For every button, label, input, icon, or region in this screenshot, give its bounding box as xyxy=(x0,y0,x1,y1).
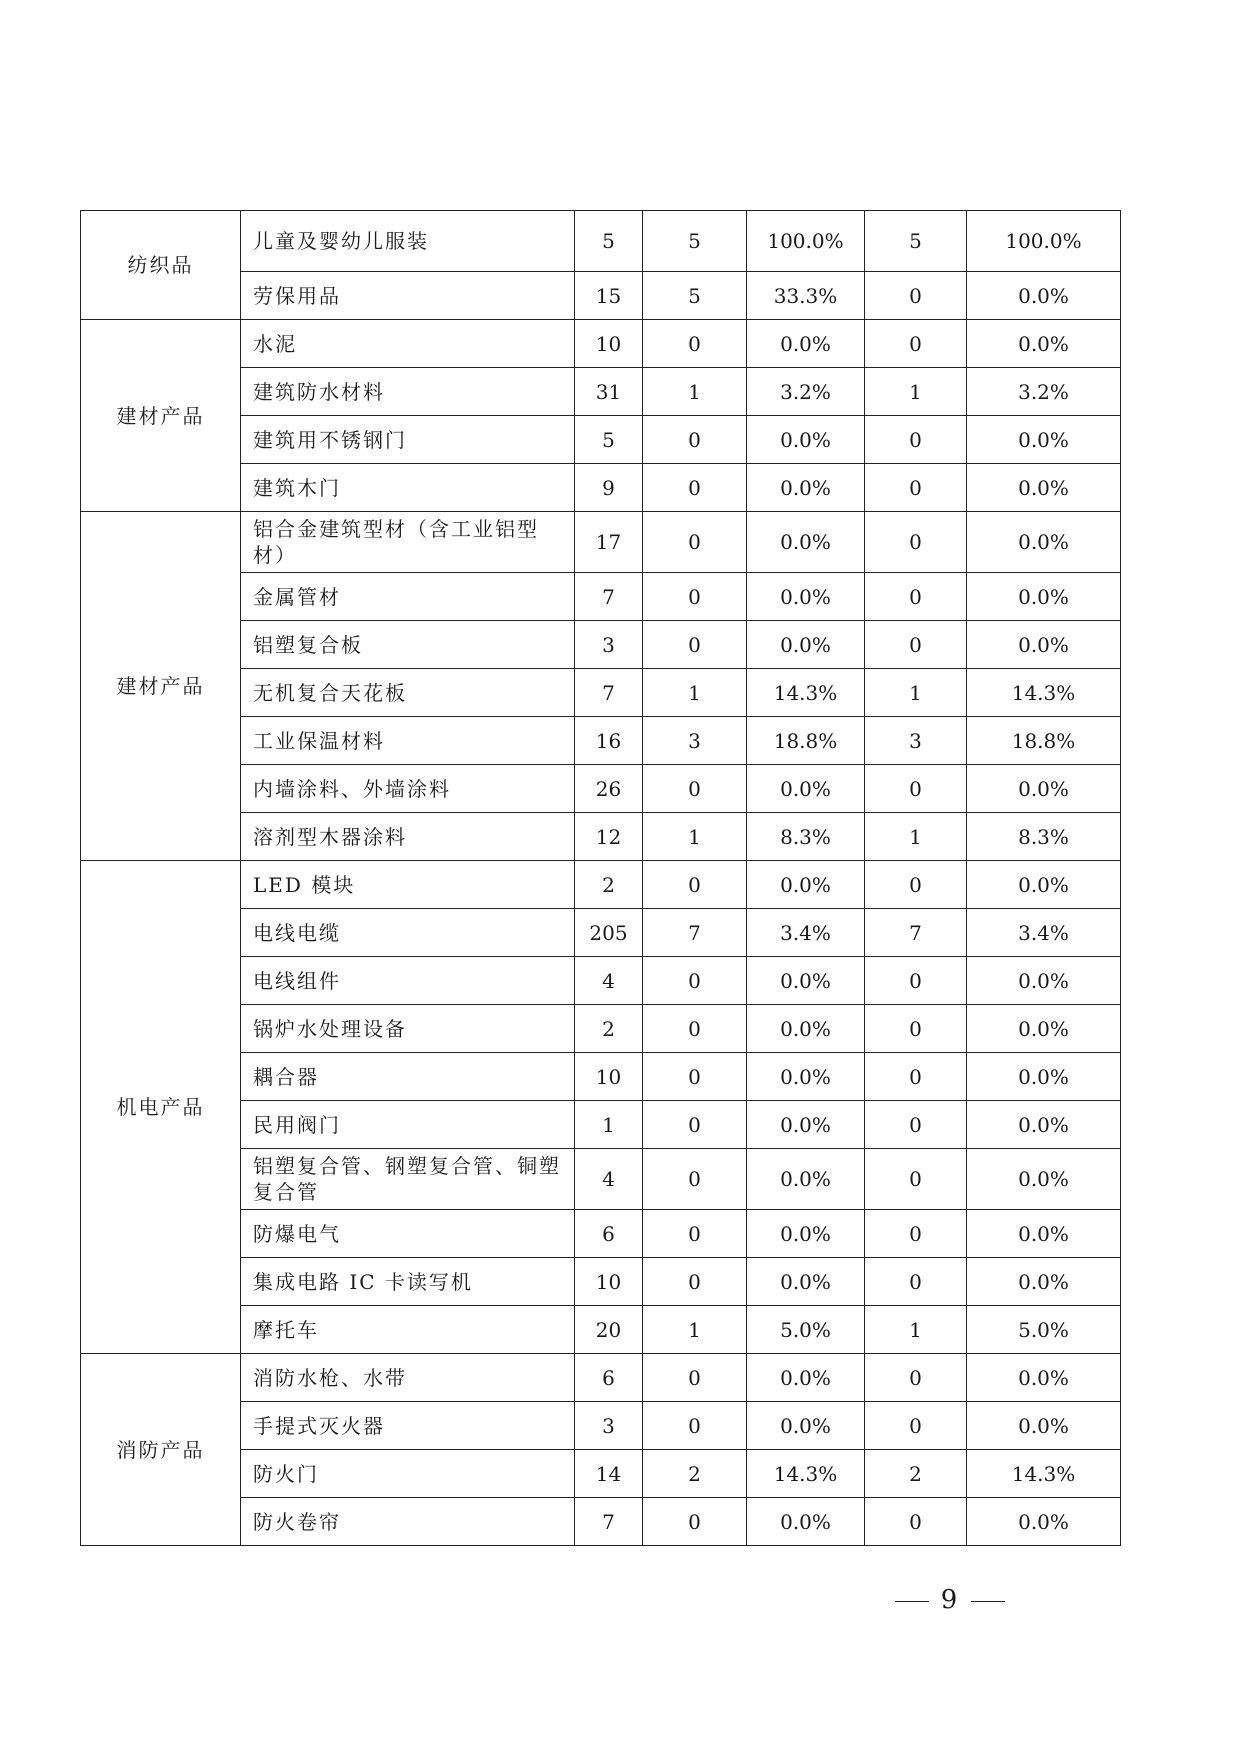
table-row xyxy=(81,512,1121,573)
value-cell-c4: 1 xyxy=(865,669,967,717)
value-cell-c2: 0 xyxy=(643,1005,747,1053)
value-cell-c5: 0.0% xyxy=(967,1210,1121,1258)
value-cell-c5: 0.0% xyxy=(967,1053,1121,1101)
table-row xyxy=(81,861,1121,909)
product-name-cell: 无机复合天花板 xyxy=(241,669,575,717)
value-cell-c1: 10 xyxy=(575,1053,643,1101)
value-cell-c5: 0.0% xyxy=(967,621,1121,669)
value-cell-c4: 0 xyxy=(865,573,967,621)
value-cell-c1: 1 xyxy=(575,1101,643,1149)
value-cell-c2: 5 xyxy=(643,272,747,320)
value-cell-c4: 0 xyxy=(865,1101,967,1149)
category-cell: 纺织品 xyxy=(81,211,241,320)
value-cell-c1: 205 xyxy=(575,909,643,957)
value-cell-c3: 3.2% xyxy=(747,368,865,416)
value-cell-c5: 5.0% xyxy=(967,1306,1121,1354)
value-cell-c4: 0 xyxy=(865,765,967,813)
value-cell-c3: 100.0% xyxy=(747,211,865,272)
value-cell-c4: 0 xyxy=(865,1053,967,1101)
value-cell-c3: 0.0% xyxy=(747,621,865,669)
value-cell-c2: 0 xyxy=(643,1210,747,1258)
value-cell-c1: 4 xyxy=(575,1149,643,1210)
table-row xyxy=(81,320,1121,368)
value-cell-c4: 0 xyxy=(865,1498,967,1546)
value-cell-c1: 9 xyxy=(575,464,643,512)
value-cell-c1: 10 xyxy=(575,1258,643,1306)
value-cell-c5: 0.0% xyxy=(967,1005,1121,1053)
value-cell-c3: 0.0% xyxy=(747,1210,865,1258)
value-cell-c3: 0.0% xyxy=(747,861,865,909)
value-cell-c1: 4 xyxy=(575,957,643,1005)
value-cell-c1: 16 xyxy=(575,717,643,765)
value-cell-c4: 0 xyxy=(865,861,967,909)
value-cell-c5: 14.3% xyxy=(967,1450,1121,1498)
value-cell-c2: 3 xyxy=(643,717,747,765)
value-cell-c1: 7 xyxy=(575,1498,643,1546)
product-name-cell: 建筑木门 xyxy=(241,464,575,512)
product-name-cell: 溶剂型木器涂料 xyxy=(241,813,575,861)
value-cell-c3: 0.0% xyxy=(747,1354,865,1402)
value-cell-c1: 15 xyxy=(575,272,643,320)
value-cell-c3: 14.3% xyxy=(747,1450,865,1498)
product-name-cell: 手提式灭火器 xyxy=(241,1402,575,1450)
product-name-cell: 耦合器 xyxy=(241,1053,575,1101)
value-cell-c5: 0.0% xyxy=(967,1149,1121,1210)
value-cell-c2: 0 xyxy=(643,1402,747,1450)
value-cell-c2: 1 xyxy=(643,813,747,861)
value-cell-c2: 0 xyxy=(643,512,747,573)
value-cell-c5: 0.0% xyxy=(967,416,1121,464)
product-name-cell: 铝塑复合管、钢塑复合管、铜塑复合管 xyxy=(241,1149,575,1210)
product-name-cell: 工业保温材料 xyxy=(241,717,575,765)
value-cell-c2: 2 xyxy=(643,1450,747,1498)
value-cell-c1: 7 xyxy=(575,669,643,717)
value-cell-c3: 18.8% xyxy=(747,717,865,765)
product-name-cell: 金属管材 xyxy=(241,573,575,621)
product-name-cell: 锅炉水处理设备 xyxy=(241,1005,575,1053)
product-name-cell: 防爆电气 xyxy=(241,1210,575,1258)
table-row xyxy=(81,1354,1121,1402)
value-cell-c3: 0.0% xyxy=(747,1149,865,1210)
value-cell-c1: 5 xyxy=(575,211,643,272)
value-cell-c3: 0.0% xyxy=(747,765,865,813)
value-cell-c5: 0.0% xyxy=(967,573,1121,621)
value-cell-c1: 3 xyxy=(575,1402,643,1450)
product-name-cell: 电线组件 xyxy=(241,957,575,1005)
value-cell-c2: 0 xyxy=(643,621,747,669)
value-cell-c1: 26 xyxy=(575,765,643,813)
value-cell-c1: 5 xyxy=(575,416,643,464)
product-name-cell: 内墙涂料、外墙涂料 xyxy=(241,765,575,813)
page-number-value: 9 xyxy=(940,1585,960,1615)
value-cell-c2: 1 xyxy=(643,368,747,416)
value-cell-c5: 0.0% xyxy=(967,1354,1121,1402)
value-cell-c5: 3.4% xyxy=(967,909,1121,957)
value-cell-c4: 0 xyxy=(865,1149,967,1210)
value-cell-c4: 2 xyxy=(865,1450,967,1498)
value-cell-c2: 5 xyxy=(643,211,747,272)
value-cell-c1: 20 xyxy=(575,1306,643,1354)
value-cell-c2: 0 xyxy=(643,464,747,512)
product-name-cell: 摩托车 xyxy=(241,1306,575,1354)
product-name-cell: 劳保用品 xyxy=(241,272,575,320)
value-cell-c5: 18.8% xyxy=(967,717,1121,765)
value-cell-c1: 2 xyxy=(575,1005,643,1053)
product-name-cell: 防火门 xyxy=(241,1450,575,1498)
value-cell-c5: 0.0% xyxy=(967,464,1121,512)
value-cell-c4: 0 xyxy=(865,1258,967,1306)
value-cell-c1: 31 xyxy=(575,368,643,416)
value-cell-c1: 3 xyxy=(575,621,643,669)
value-cell-c5: 14.3% xyxy=(967,669,1121,717)
value-cell-c3: 0.0% xyxy=(747,1498,865,1546)
product-name-cell: 铝塑复合板 xyxy=(241,621,575,669)
value-cell-c4: 1 xyxy=(865,813,967,861)
value-cell-c4: 5 xyxy=(865,211,967,272)
value-cell-c5: 0.0% xyxy=(967,1101,1121,1149)
table-body xyxy=(81,211,1121,1546)
value-cell-c2: 0 xyxy=(643,573,747,621)
value-cell-c3: 0.0% xyxy=(747,512,865,573)
value-cell-c2: 0 xyxy=(643,416,747,464)
value-cell-c2: 0 xyxy=(643,765,747,813)
value-cell-c3: 0.0% xyxy=(747,1005,865,1053)
product-name-cell: 儿童及婴幼儿服装 xyxy=(241,211,575,272)
value-cell-c4: 7 xyxy=(865,909,967,957)
value-cell-c4: 3 xyxy=(865,717,967,765)
product-name-cell: 建筑用不锈钢门 xyxy=(241,416,575,464)
value-cell-c2: 0 xyxy=(643,1354,747,1402)
value-cell-c3: 0.0% xyxy=(747,957,865,1005)
value-cell-c5: 3.2% xyxy=(967,368,1121,416)
product-name-cell: 铝合金建筑型材（含工业铝型材） xyxy=(241,512,575,573)
value-cell-c3: 0.0% xyxy=(747,320,865,368)
value-cell-c2: 1 xyxy=(643,669,747,717)
product-name-cell: 集成电路 IC 卡读写机 xyxy=(241,1258,575,1306)
value-cell-c3: 3.4% xyxy=(747,909,865,957)
value-cell-c4: 0 xyxy=(865,1210,967,1258)
value-cell-c3: 5.0% xyxy=(747,1306,865,1354)
product-name-cell: 消防水枪、水带 xyxy=(241,1354,575,1402)
value-cell-c3: 0.0% xyxy=(747,416,865,464)
value-cell-c4: 0 xyxy=(865,621,967,669)
value-cell-c5: 0.0% xyxy=(967,1498,1121,1546)
value-cell-c3: 0.0% xyxy=(747,1258,865,1306)
value-cell-c2: 0 xyxy=(643,957,747,1005)
value-cell-c4: 1 xyxy=(865,1306,967,1354)
table-row xyxy=(81,211,1121,272)
value-cell-c2: 7 xyxy=(643,909,747,957)
product-name-cell: 水泥 xyxy=(241,320,575,368)
product-name-cell: 电线电缆 xyxy=(241,909,575,957)
value-cell-c3: 8.3% xyxy=(747,813,865,861)
value-cell-c4: 0 xyxy=(865,957,967,1005)
value-cell-c5: 0.0% xyxy=(967,1402,1121,1450)
value-cell-c1: 10 xyxy=(575,320,643,368)
value-cell-c5: 0.0% xyxy=(967,957,1121,1005)
value-cell-c1: 7 xyxy=(575,573,643,621)
value-cell-c2: 0 xyxy=(643,861,747,909)
category-cell: 消防产品 xyxy=(81,1354,241,1546)
value-cell-c3: 0.0% xyxy=(747,1053,865,1101)
value-cell-c3: 33.3% xyxy=(747,272,865,320)
value-cell-c5: 0.0% xyxy=(967,861,1121,909)
value-cell-c4: 0 xyxy=(865,1354,967,1402)
value-cell-c4: 0 xyxy=(865,464,967,512)
product-name-cell: 建筑防水材料 xyxy=(241,368,575,416)
inspection-table xyxy=(80,210,1121,1546)
value-cell-c5: 0.0% xyxy=(967,1258,1121,1306)
page-number xyxy=(880,1585,1020,1615)
value-cell-c2: 0 xyxy=(643,1053,747,1101)
page-number-right-dash xyxy=(971,1601,1005,1602)
value-cell-c5: 0.0% xyxy=(967,272,1121,320)
category-cell: 机电产品 xyxy=(81,861,241,1354)
value-cell-c5: 0.0% xyxy=(967,320,1121,368)
value-cell-c3: 0.0% xyxy=(747,464,865,512)
value-cell-c1: 6 xyxy=(575,1210,643,1258)
value-cell-c1: 6 xyxy=(575,1354,643,1402)
value-cell-c4: 0 xyxy=(865,320,967,368)
product-name-cell: LED 模块 xyxy=(241,861,575,909)
value-cell-c3: 0.0% xyxy=(747,1101,865,1149)
value-cell-c2: 0 xyxy=(643,1498,747,1546)
value-cell-c3: 0.0% xyxy=(747,1402,865,1450)
value-cell-c5: 0.0% xyxy=(967,512,1121,573)
value-cell-c4: 0 xyxy=(865,512,967,573)
value-cell-c1: 12 xyxy=(575,813,643,861)
value-cell-c1: 2 xyxy=(575,861,643,909)
value-cell-c4: 0 xyxy=(865,416,967,464)
value-cell-c4: 1 xyxy=(865,368,967,416)
value-cell-c5: 8.3% xyxy=(967,813,1121,861)
value-cell-c5: 0.0% xyxy=(967,765,1121,813)
value-cell-c1: 14 xyxy=(575,1450,643,1498)
value-cell-c1: 17 xyxy=(575,512,643,573)
category-cell: 建材产品 xyxy=(81,512,241,861)
value-cell-c4: 0 xyxy=(865,1402,967,1450)
value-cell-c3: 14.3% xyxy=(747,669,865,717)
value-cell-c2: 0 xyxy=(643,1149,747,1210)
value-cell-c4: 0 xyxy=(865,1005,967,1053)
value-cell-c2: 0 xyxy=(643,320,747,368)
product-name-cell: 民用阀门 xyxy=(241,1101,575,1149)
value-cell-c2: 1 xyxy=(643,1306,747,1354)
value-cell-c2: 0 xyxy=(643,1258,747,1306)
category-cell: 建材产品 xyxy=(81,320,241,512)
product-name-cell: 防火卷帘 xyxy=(241,1498,575,1546)
value-cell-c5: 100.0% xyxy=(967,211,1121,272)
value-cell-c4: 0 xyxy=(865,272,967,320)
value-cell-c2: 0 xyxy=(643,1101,747,1149)
value-cell-c3: 0.0% xyxy=(747,573,865,621)
page-number-left-dash xyxy=(895,1601,929,1602)
